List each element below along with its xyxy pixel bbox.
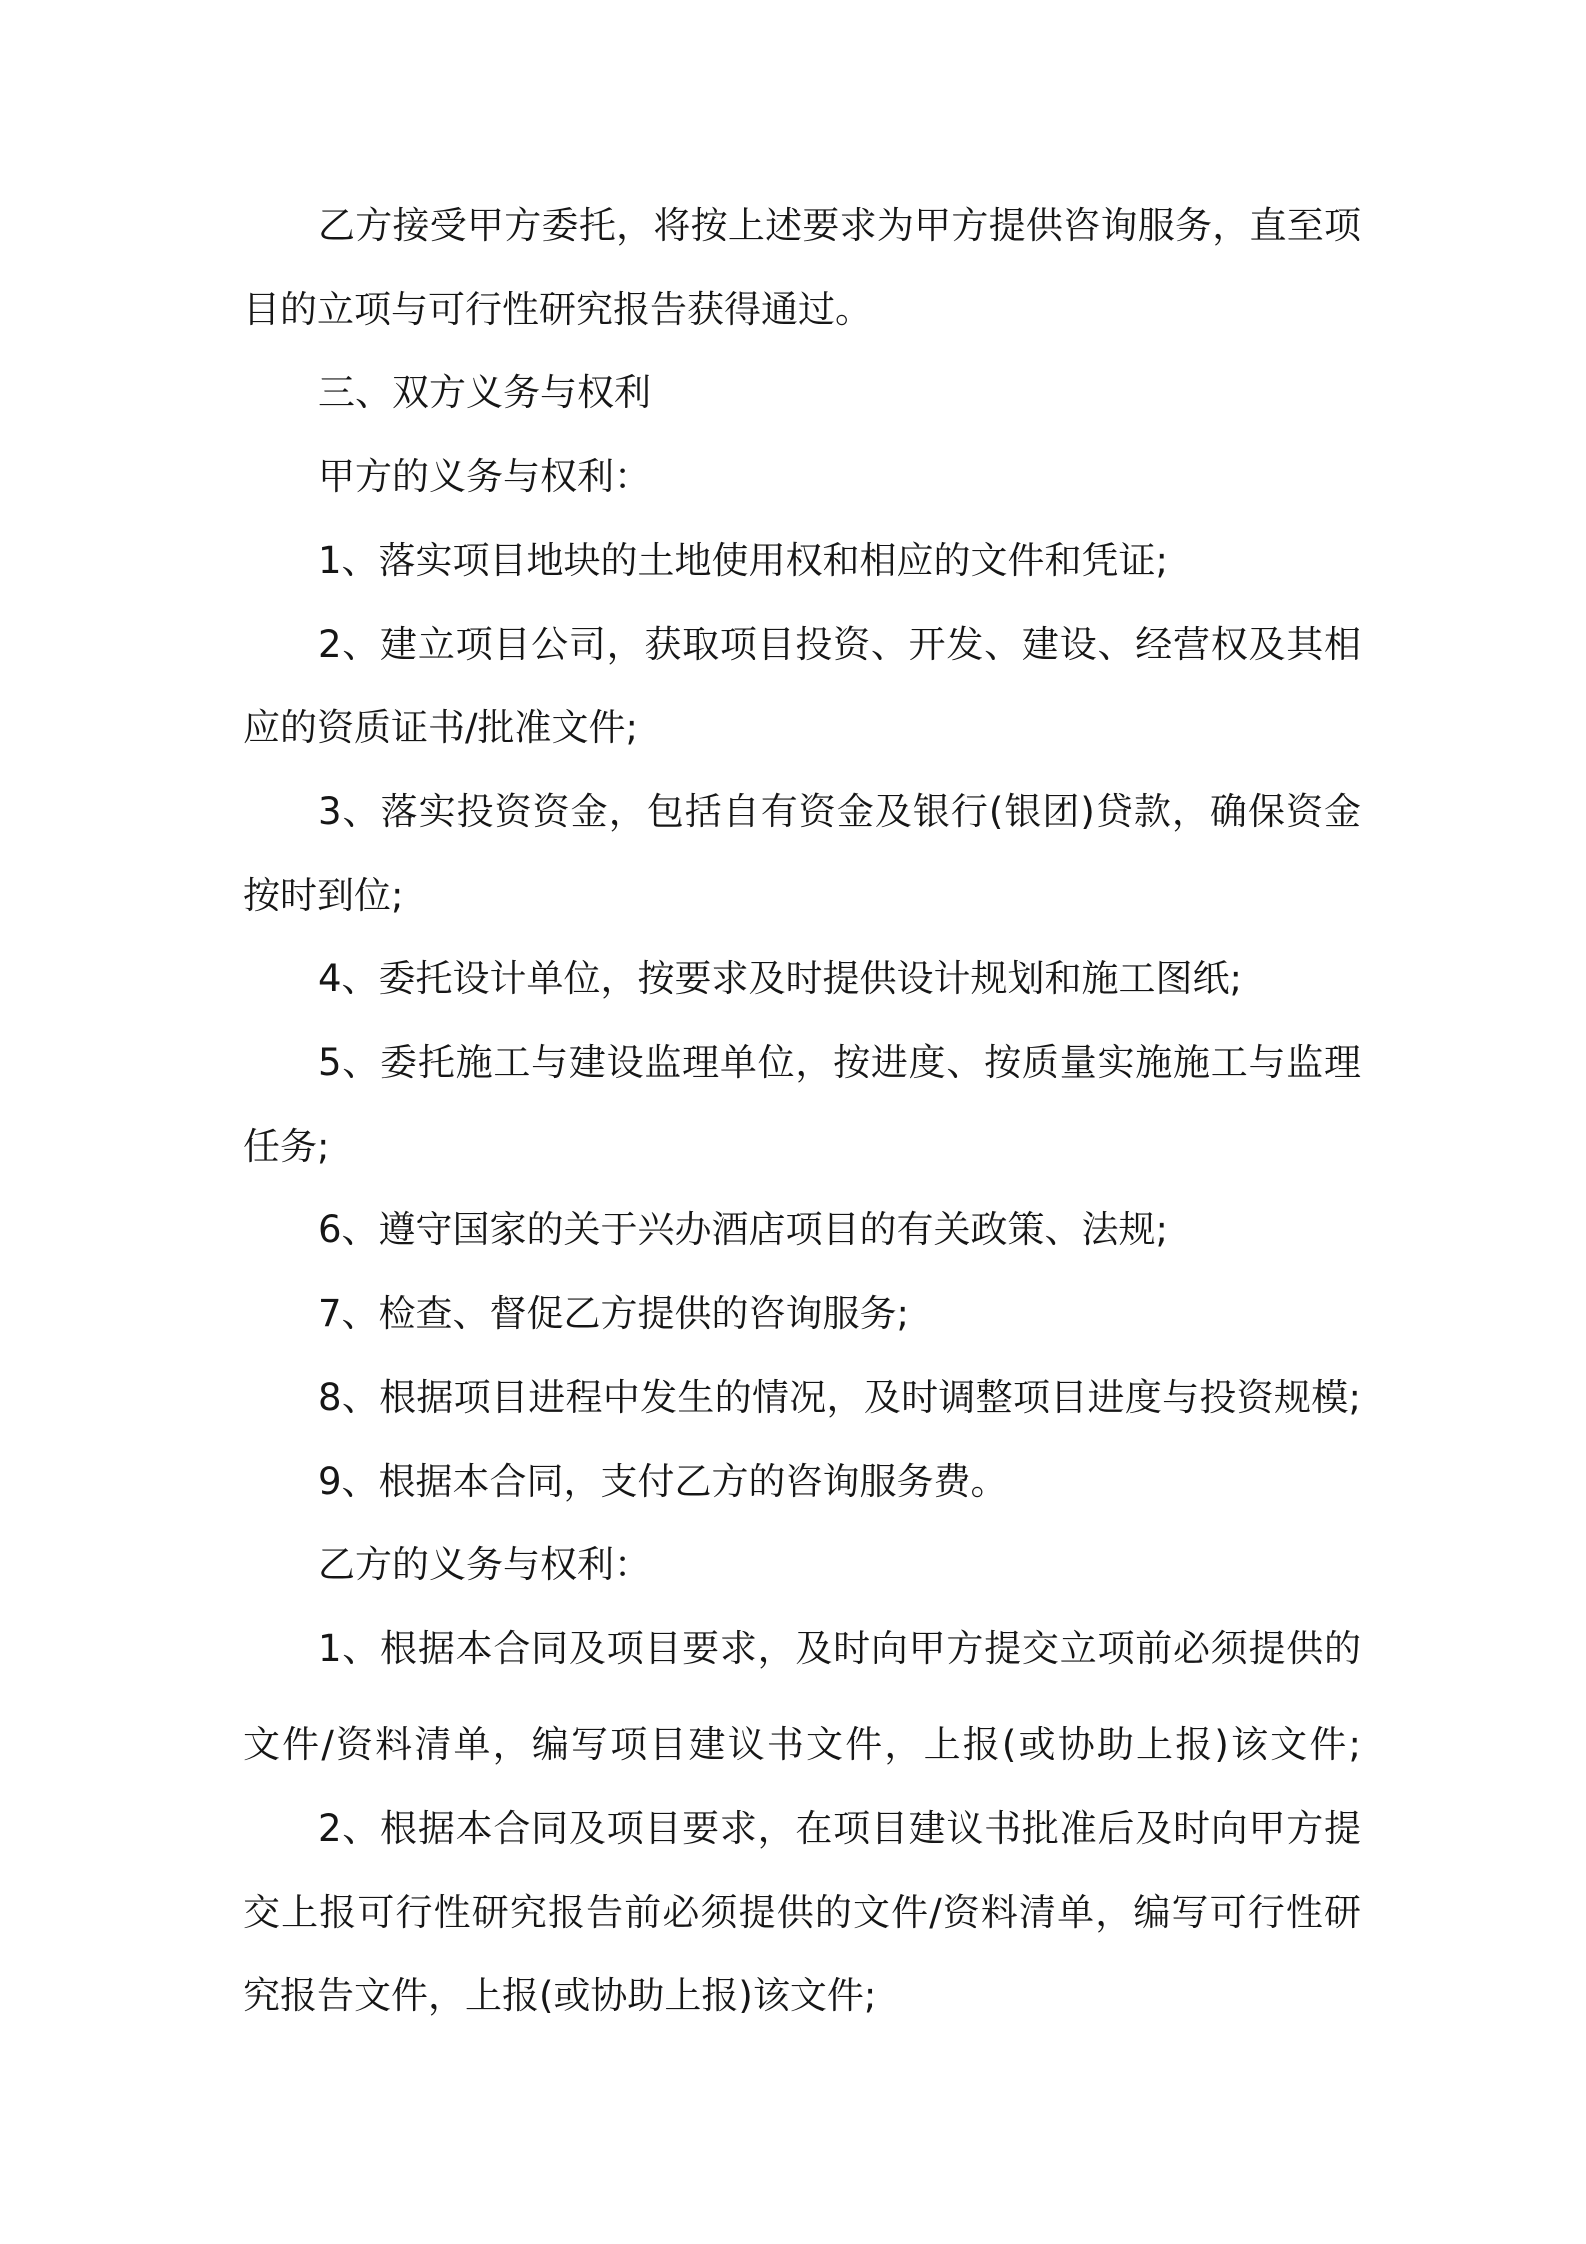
list-item: 7、检查、督促乙方提供的咨询服务;: [318, 1292, 910, 1335]
list-item: 4、委托设计单位，按要求及时提供设计规划和施工图纸;: [318, 957, 1243, 1000]
section-heading: 三、双方义务与权利: [318, 371, 651, 414]
list-item: 8、根据项目进程中发生的情况，及时调整项目进度与投资规模;: [318, 1376, 1361, 1419]
paragraph-line: 目的立项与可行性研究报告获得通过。: [243, 288, 872, 331]
subheading: 乙方的义务与权利：: [318, 1543, 651, 1586]
list-item: 1、根据本合同及项目要求，及时向甲方提交立项前必须提供的: [318, 1627, 1361, 1670]
list-item-continuation: 究报告文件，上报(或协助上报)该文件;: [243, 1974, 877, 2017]
list-item: 2、建立项目公司，获取项目投资、开发、建设、经营权及其相: [318, 623, 1361, 666]
list-item: 2、根据本合同及项目要求，在项目建议书批准后及时向甲方提: [318, 1807, 1361, 1850]
list-item: 6、遵守国家的关于兴办酒店项目的有关政策、法规;: [318, 1208, 1169, 1251]
list-item-continuation: 按时到位;: [243, 874, 404, 917]
list-item-continuation: 文件/资料清单，编写项目建议书文件，上报(或协助上报)该文件;: [243, 1723, 1361, 1766]
list-item: 5、委托施工与建设监理单位，按进度、按质量实施施工与监理: [318, 1041, 1361, 1084]
subheading: 甲方的义务与权利：: [318, 455, 651, 498]
list-item-continuation: 交上报可行性研究报告前必须提供的文件/资料清单，编写可行性研: [243, 1891, 1361, 1934]
list-item: 1、落实项目地块的土地使用权和相应的文件和凭证;: [318, 539, 1169, 582]
list-item: 3、落实投资资金，包括自有资金及银行(银团)贷款，确保资金: [318, 790, 1361, 833]
list-item-continuation: 应的资质证书/批准文件;: [243, 706, 638, 749]
list-item: 9、根据本合同，支付乙方的咨询服务费。: [318, 1460, 1008, 1503]
list-item-continuation: 任务;: [243, 1125, 330, 1168]
paragraph-line: 乙方接受甲方委托，将按上述要求为甲方提供咨询服务，直至项: [318, 204, 1361, 247]
